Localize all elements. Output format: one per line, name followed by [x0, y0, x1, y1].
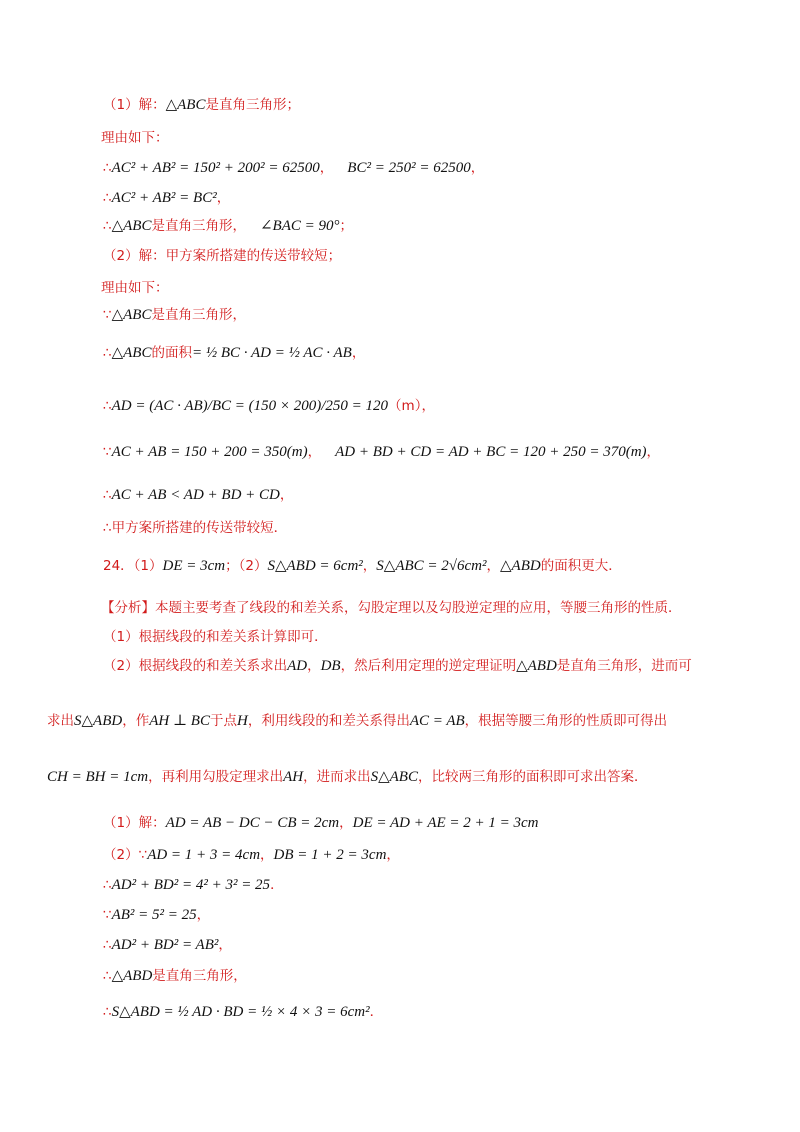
text-line: ∵AC + AB = 150 + 200 = 350(m)， AD + BD + CD = AD + BC = 120 + 250 = 370(m)， — [103, 444, 661, 460]
text-line: ∴△ABC是直角三角形， ∠BAC = 90°； — [103, 218, 353, 234]
math: △ABD — [111, 968, 153, 984]
text-line: ∴AD² + BD² = AB²， — [103, 937, 232, 953]
math: = ½ BC · AD = ½ AC · AB — [191, 345, 352, 361]
text-line: （1）解：AD = AB − DC − CB = 2cm，DE = AD + AE = 2 + 1 = 3cm — [103, 815, 539, 831]
math: ∠BAC = 90° — [259, 218, 340, 234]
text-line: ∴AC² + AB² = 150² + 200² = 62500， BC² = 250² = 62500， — [103, 160, 485, 176]
text-line: ∴AD² + BD² = 4² + 3² = 25． — [103, 877, 284, 893]
text-line: ∴AC + AB < AD + BD + CD， — [103, 487, 294, 503]
text-line: ∵AB² = 5² = 25， — [103, 907, 211, 923]
text-line: 理由如下： — [101, 130, 169, 146]
math: H — [236, 713, 248, 729]
text-line: 【分析】本题主要考查了线段的和差关系，勾股定理以及勾股逆定理的应用，等腰三角形的性质． — [101, 600, 682, 616]
text-line: ∵△ABC是直角三角形， — [103, 307, 246, 323]
text-line: （1）根据线段的和差关系计算即可． — [103, 629, 328, 645]
math: AC + AB = 150 + 200 = 350(m) — [111, 444, 308, 460]
text-line: 理由如下： — [101, 280, 169, 296]
math: △ABC — [165, 97, 206, 113]
math: DE = AD + AE = 2 + 1 = 3cm — [352, 815, 539, 831]
text-line: （2）∵AD = 1 + 3 = 4cm，DB = 1 + 2 = 3cm， — [103, 847, 400, 863]
text-line: CH = BH = 1cm，再利用勾股定理求出AH，进而求出S△ABC，比较两三角形的面积即可求出答案． — [47, 769, 648, 785]
math: AD — [287, 658, 308, 674]
math: AD = AB − DC − CB = 2cm — [165, 815, 340, 831]
text-line: ∴甲方案所搭建的传送带较短． — [103, 520, 288, 536]
text-line: ∴△ABD是直角三角形， — [103, 968, 247, 984]
math: DB — [320, 658, 341, 674]
math: S△ABD — [74, 713, 123, 729]
text-line: ∴AD = (AC · AB)/BC = (150 × 200)/250 = 120（m）， — [103, 398, 435, 414]
math: △ABC — [111, 307, 152, 323]
math: △ABC — [111, 218, 152, 234]
text-line: ∴△ABC的面积= ½ BC · AD = ½ AC · AB， — [103, 345, 366, 361]
text-line: 24．（1）DE = 3cm；（2）S△ABD = 6cm²，S△ABC = 2√6cm²，△ABD的面积更大． — [103, 558, 622, 574]
math: BC² = 250² = 62500 — [347, 160, 471, 176]
math: S△ABD = ½ AD · BD = ½ × 4 × 3 = 6cm² — [111, 1004, 370, 1020]
math: AD + BD + CD = AD + BC = 120 + 250 = 370(m) — [335, 444, 647, 460]
math: AH — [283, 769, 304, 785]
math: △ABC — [111, 345, 152, 361]
text-line: ∴S△ABD = ½ AD · BD = ½ × 4 × 3 = 6cm²． — [103, 1004, 384, 1020]
math: AC + AB < AD + BD + CD — [111, 487, 280, 503]
math: AD² + BD² = AB² — [111, 937, 219, 953]
math: DE = 3cm — [162, 558, 226, 574]
text-line: （1）解：△ABC是直角三角形； — [103, 97, 300, 113]
math: △ABD — [500, 558, 541, 574]
math: AB² = 5² = 25 — [111, 907, 197, 923]
math: CH = BH = 1cm — [47, 769, 149, 785]
math: △ABD — [516, 658, 557, 674]
text-line: ∴AC² + AB² = BC²， — [103, 190, 231, 206]
math: S△ABC — [370, 769, 418, 785]
math: AD² + BD² = 4² + 3² = 25 — [111, 877, 271, 893]
math: AD = (AC · AB)/BC = (150 × 200)/250 = 120 — [111, 398, 389, 414]
math: AD = 1 + 3 = 4cm — [147, 847, 261, 863]
math: DB = 1 + 2 = 3cm — [273, 847, 387, 863]
math: AH ⊥ BC — [149, 713, 210, 729]
text-line: （2）解：甲方案所搭建的传送带较短； — [103, 248, 342, 264]
math: S△ABC = 2√6cm² — [376, 558, 487, 574]
math: S△ABD = 6cm² — [267, 558, 363, 574]
math: AC = AB — [409, 713, 465, 729]
math: AC² + AB² = BC² — [111, 190, 217, 206]
text-line: 求出S△ABD，作AH ⊥ BC于点H，利用线段的和差关系得出AC = AB，根据等腰三角形的性质即可得出 — [47, 713, 668, 729]
text-line: （2）根据线段的和差关系求出AD，DB，然后利用定理的逆定理证明△ABD是直角三角形，进而可 — [103, 658, 692, 674]
math: AC² + AB² = 150² + 200² = 62500 — [111, 160, 320, 176]
